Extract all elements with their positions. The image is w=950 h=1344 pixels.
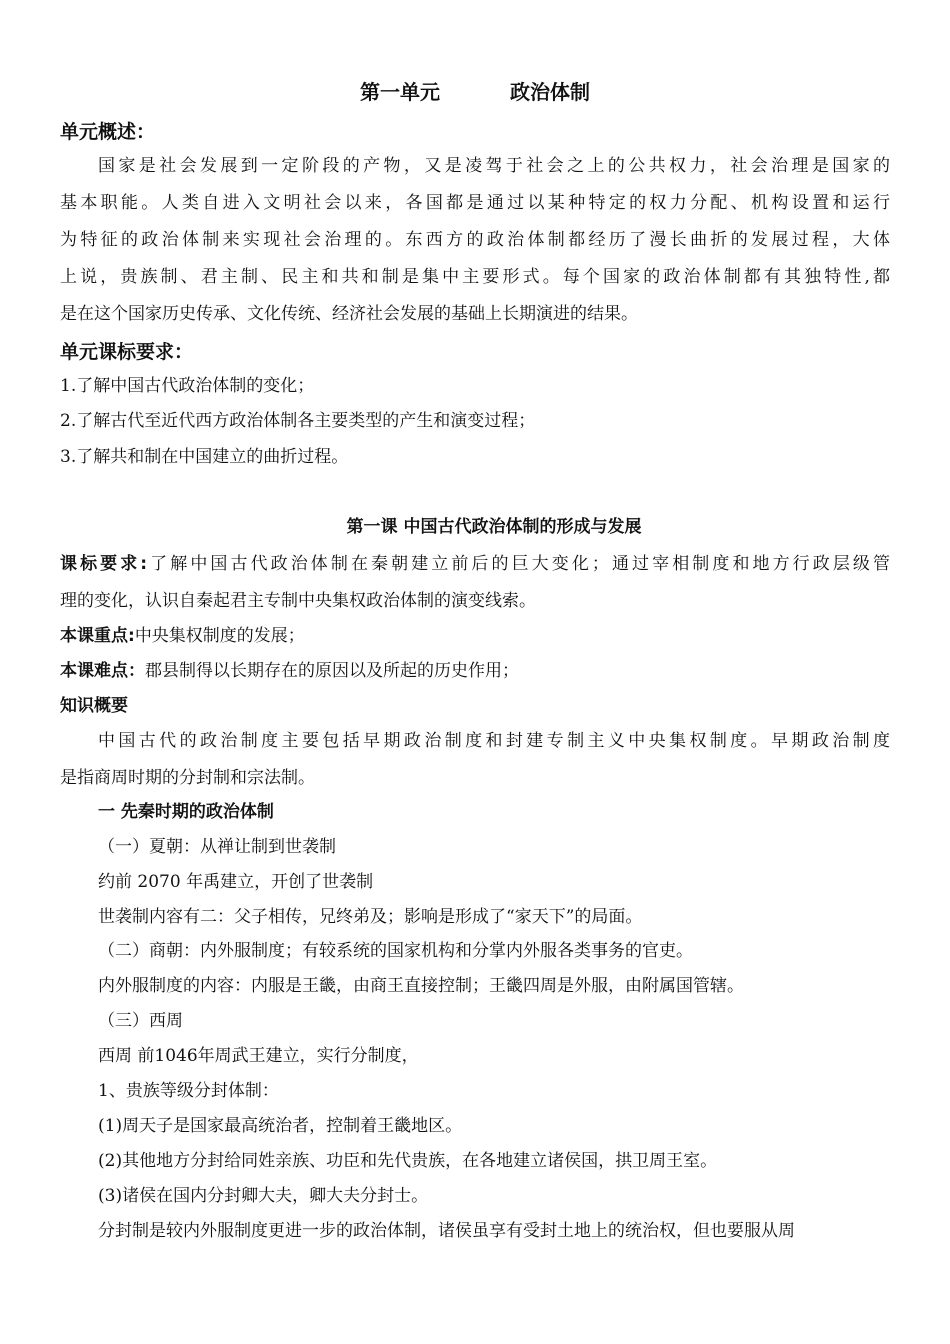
lesson-requirement-line xyxy=(60,553,890,575)
section-heading: 一 先秦时期的政治体制 xyxy=(98,802,274,822)
unit-title-name: 政治体制 xyxy=(510,80,590,104)
requirement-text: 了解中国古代政治体制在秦朝建立前后的巨大变化；通过宰相制度和地方行政层级管 xyxy=(147,554,890,574)
standard-item: 2.了解古代至近代西方政治体制各主要类型的产生和演变过程； xyxy=(60,411,536,431)
content-line: （三）西周 xyxy=(98,1011,183,1031)
content-line: 西周 前1046年周武王建立，实行分制度， xyxy=(98,1046,419,1066)
standards-heading: 单元课标要求： xyxy=(60,341,194,363)
lesson-requirement-line: 理的变化，认识自秦起君主专制中央集权政治体制的演变线索。 xyxy=(60,591,536,611)
content-line: (1)周天子是国家最高统治者，控制着王畿地区。 xyxy=(98,1116,463,1136)
key-point-label: 本课重点: xyxy=(60,626,135,646)
unit-title-number: 第一单元 xyxy=(360,80,440,104)
knowledge-heading: 知识概要 xyxy=(60,696,128,716)
content-line: 分封制是较内外服制度更进一步的政治体制，诸侯虽享有受封土地上的统治权，但也要服从周 xyxy=(98,1221,795,1241)
unit-title xyxy=(0,79,950,105)
standard-item: 1.了解中国古代政治体制的变化； xyxy=(60,376,315,396)
content-line: (2)其他地方分封给同姓亲族、功臣和先代贵族，在各地建立诸侯国，拱卫周王室。 xyxy=(98,1151,718,1171)
content-line: 内外服制度的内容：内服是王畿，由商王直接控制；王畿四周是外服，由附属国管辖。 xyxy=(98,976,744,996)
content-line: （二）商朝：内外服制度；有较系统的国家机构和分掌内外服各类事务的官吏。 xyxy=(98,941,693,961)
content-line: 世袭制内容有二：父子相传，兄终弟及；影响是形成了“家天下”的局面。 xyxy=(98,907,643,927)
requirement-label: 课标要求: xyxy=(60,554,148,574)
overview-line: 上说，贵族制、君主制、民主和共和制是集中主要形式。每个国家的政治体制都有其独特性,都 xyxy=(60,267,890,287)
standard-item: 3.了解共和制在中国建立的曲折过程。 xyxy=(60,447,349,467)
content-line: （一）夏朝：从禅让制到世袭制 xyxy=(98,837,336,857)
lesson-title: 第一课 中国古代政治体制的形成与发展 xyxy=(346,517,642,537)
intro-line: 中国古代的政治制度主要包括早期政治制度和封建专制主义中央集权制度。早期政治制度 xyxy=(98,731,890,751)
content-line: 约前 2070 年禹建立，开创了世袭制 xyxy=(98,872,374,892)
difficulty-line xyxy=(60,660,890,682)
overview-line: 国家是社会发展到一定阶段的产物，又是凌驾于社会之上的公共权力，社会治理是国家的 xyxy=(98,156,890,176)
overview-line: 为特征的政治体制来实现社会治理的。东西方的政治体制都经历了漫长曲折的发展过程，大体 xyxy=(60,230,890,250)
key-point-text: 中央集权制度的发展； xyxy=(134,626,305,646)
content-line: 1、贵族等级分封体制： xyxy=(98,1081,279,1101)
difficulty-text: 郡县制得以长期存在的原因以及所起的历史作用； xyxy=(145,661,519,681)
overview-line: 是在这个国家历史传承、文化传统、经济社会发展的基础上长期演进的结果。 xyxy=(60,304,638,324)
key-point-line xyxy=(60,625,890,647)
content-line: (3)诸侯在国内分封卿大夫，卿大夫分封士。 xyxy=(98,1186,429,1206)
overview-line: 基本职能。人类自进入文明社会以来，各国都是通过以某种特定的权力分配、机构设置和运行 xyxy=(60,193,890,213)
intro-line: 是指商周时期的分封制和宗法制。 xyxy=(60,768,315,788)
overview-heading: 单元概述： xyxy=(60,121,156,143)
difficulty-label: 本课难点： xyxy=(60,661,145,681)
